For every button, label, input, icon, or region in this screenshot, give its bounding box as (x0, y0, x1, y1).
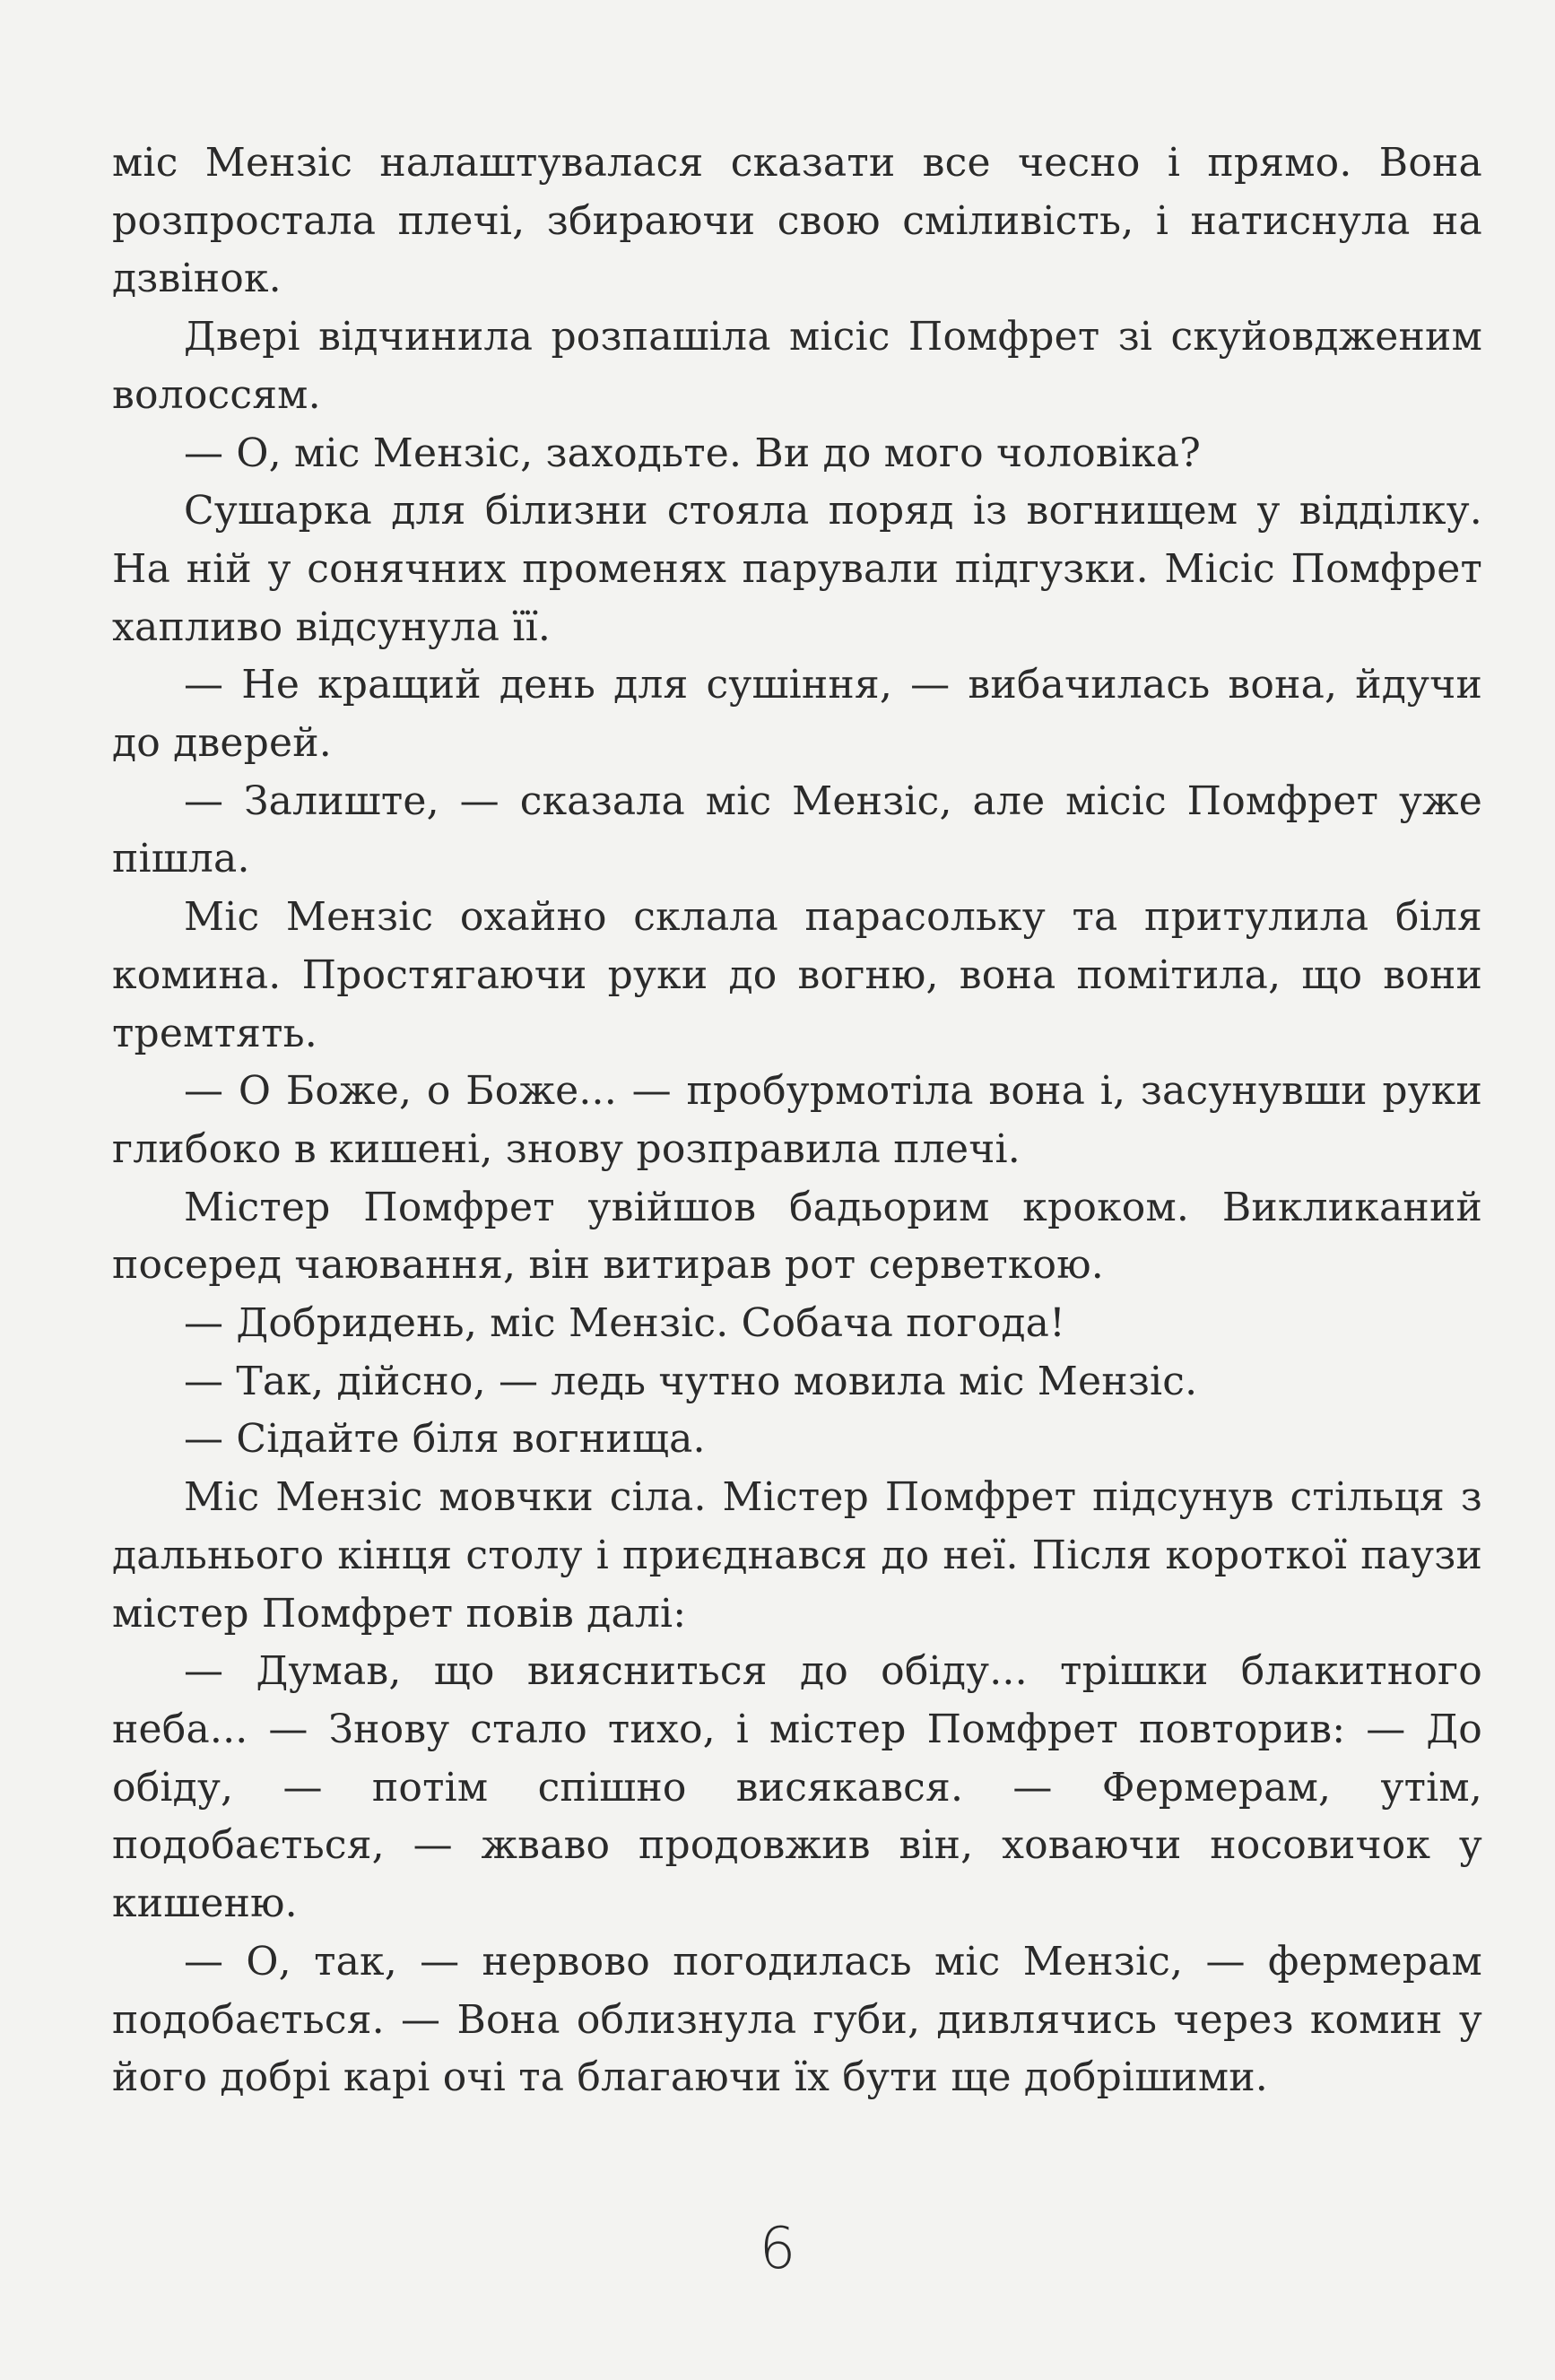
paragraph: — О, міс Мензіс, заходьте. Ви до мого чоловіка? (184, 430, 1202, 476)
paragraph: — Так, дійсно, — ледь чутно мовила міс Мензіс. (184, 1358, 1198, 1404)
paragraph: — Сідайте біля вогнища. (184, 1416, 706, 1463)
paragraph: Містер Помфрет увійшов бадьорим кроком. Викликаний посеред чаювання, він витирав рот серветкою. (112, 1184, 1482, 1289)
paragraph: — О Боже, о Боже... — пробурмотіла вона і, засунувши руки глибоко в кишені, знову розправила плечі. (112, 1068, 1482, 1172)
paragraph: — Думав, що виясниться до обіду... трішки блакитного неба... — Знову стало тихо, і містер Помфрет повторив: — До обіду, — потім спішно висякався. — Фермерам, утім, подобається, — жваво продовжив він, ховаючи носовичок у кишеню. (112, 1648, 1482, 1927)
paragraph: — Не кращий день для сушіння, — вибачилась вона, йдучи до дверей. (112, 662, 1482, 767)
paragraph: Двері відчинила розпашіла місіс Помфрет зі скуйовдженим волоссям. (112, 314, 1482, 418)
paragraph: — Добридень, міс Мензіс. Собача погода! (184, 1300, 1065, 1347)
paragraph: Сушарка для білизни стояла поряд із вогнищем у відділку. На ній у сонячних променях парували підгузки. Місіс Помфрет хапливо відсунула її. (112, 488, 1482, 650)
paragraph: — Залиште, — сказала міс Мензіс, але місіс Помфрет уже пішла. (112, 777, 1482, 882)
body-text (112, 135, 1482, 2107)
paragraph: Міс Мензіс мовчки сіла. Містер Помфрет підсунув стільця з дальнього кінця столу і приєднався до неї. Після короткої паузи містер Помфрет повів далі: (112, 1474, 1482, 1637)
paragraph: Міс Мензіс охайно склала парасольку та притулила біля комина. Простягаючи руки до вогню, вона помітила, що вони тремтять. (112, 894, 1482, 1056)
paragraph: міс Мензіс налаштувалася сказати все чесно і прямо. Вона розпростала плечі, збираючи свою сміливість, і натиснула на дзвінок. (112, 140, 1482, 302)
paragraph: — О, так, — нервово погодилась міс Мензіс, — фермерам подобається. — Вона облизнула губи, дивлячись через комин у його добрі карі очі та благаючи їх бути ще добрішими. (112, 1938, 1482, 2101)
page-number: 6 (759, 2216, 796, 2282)
